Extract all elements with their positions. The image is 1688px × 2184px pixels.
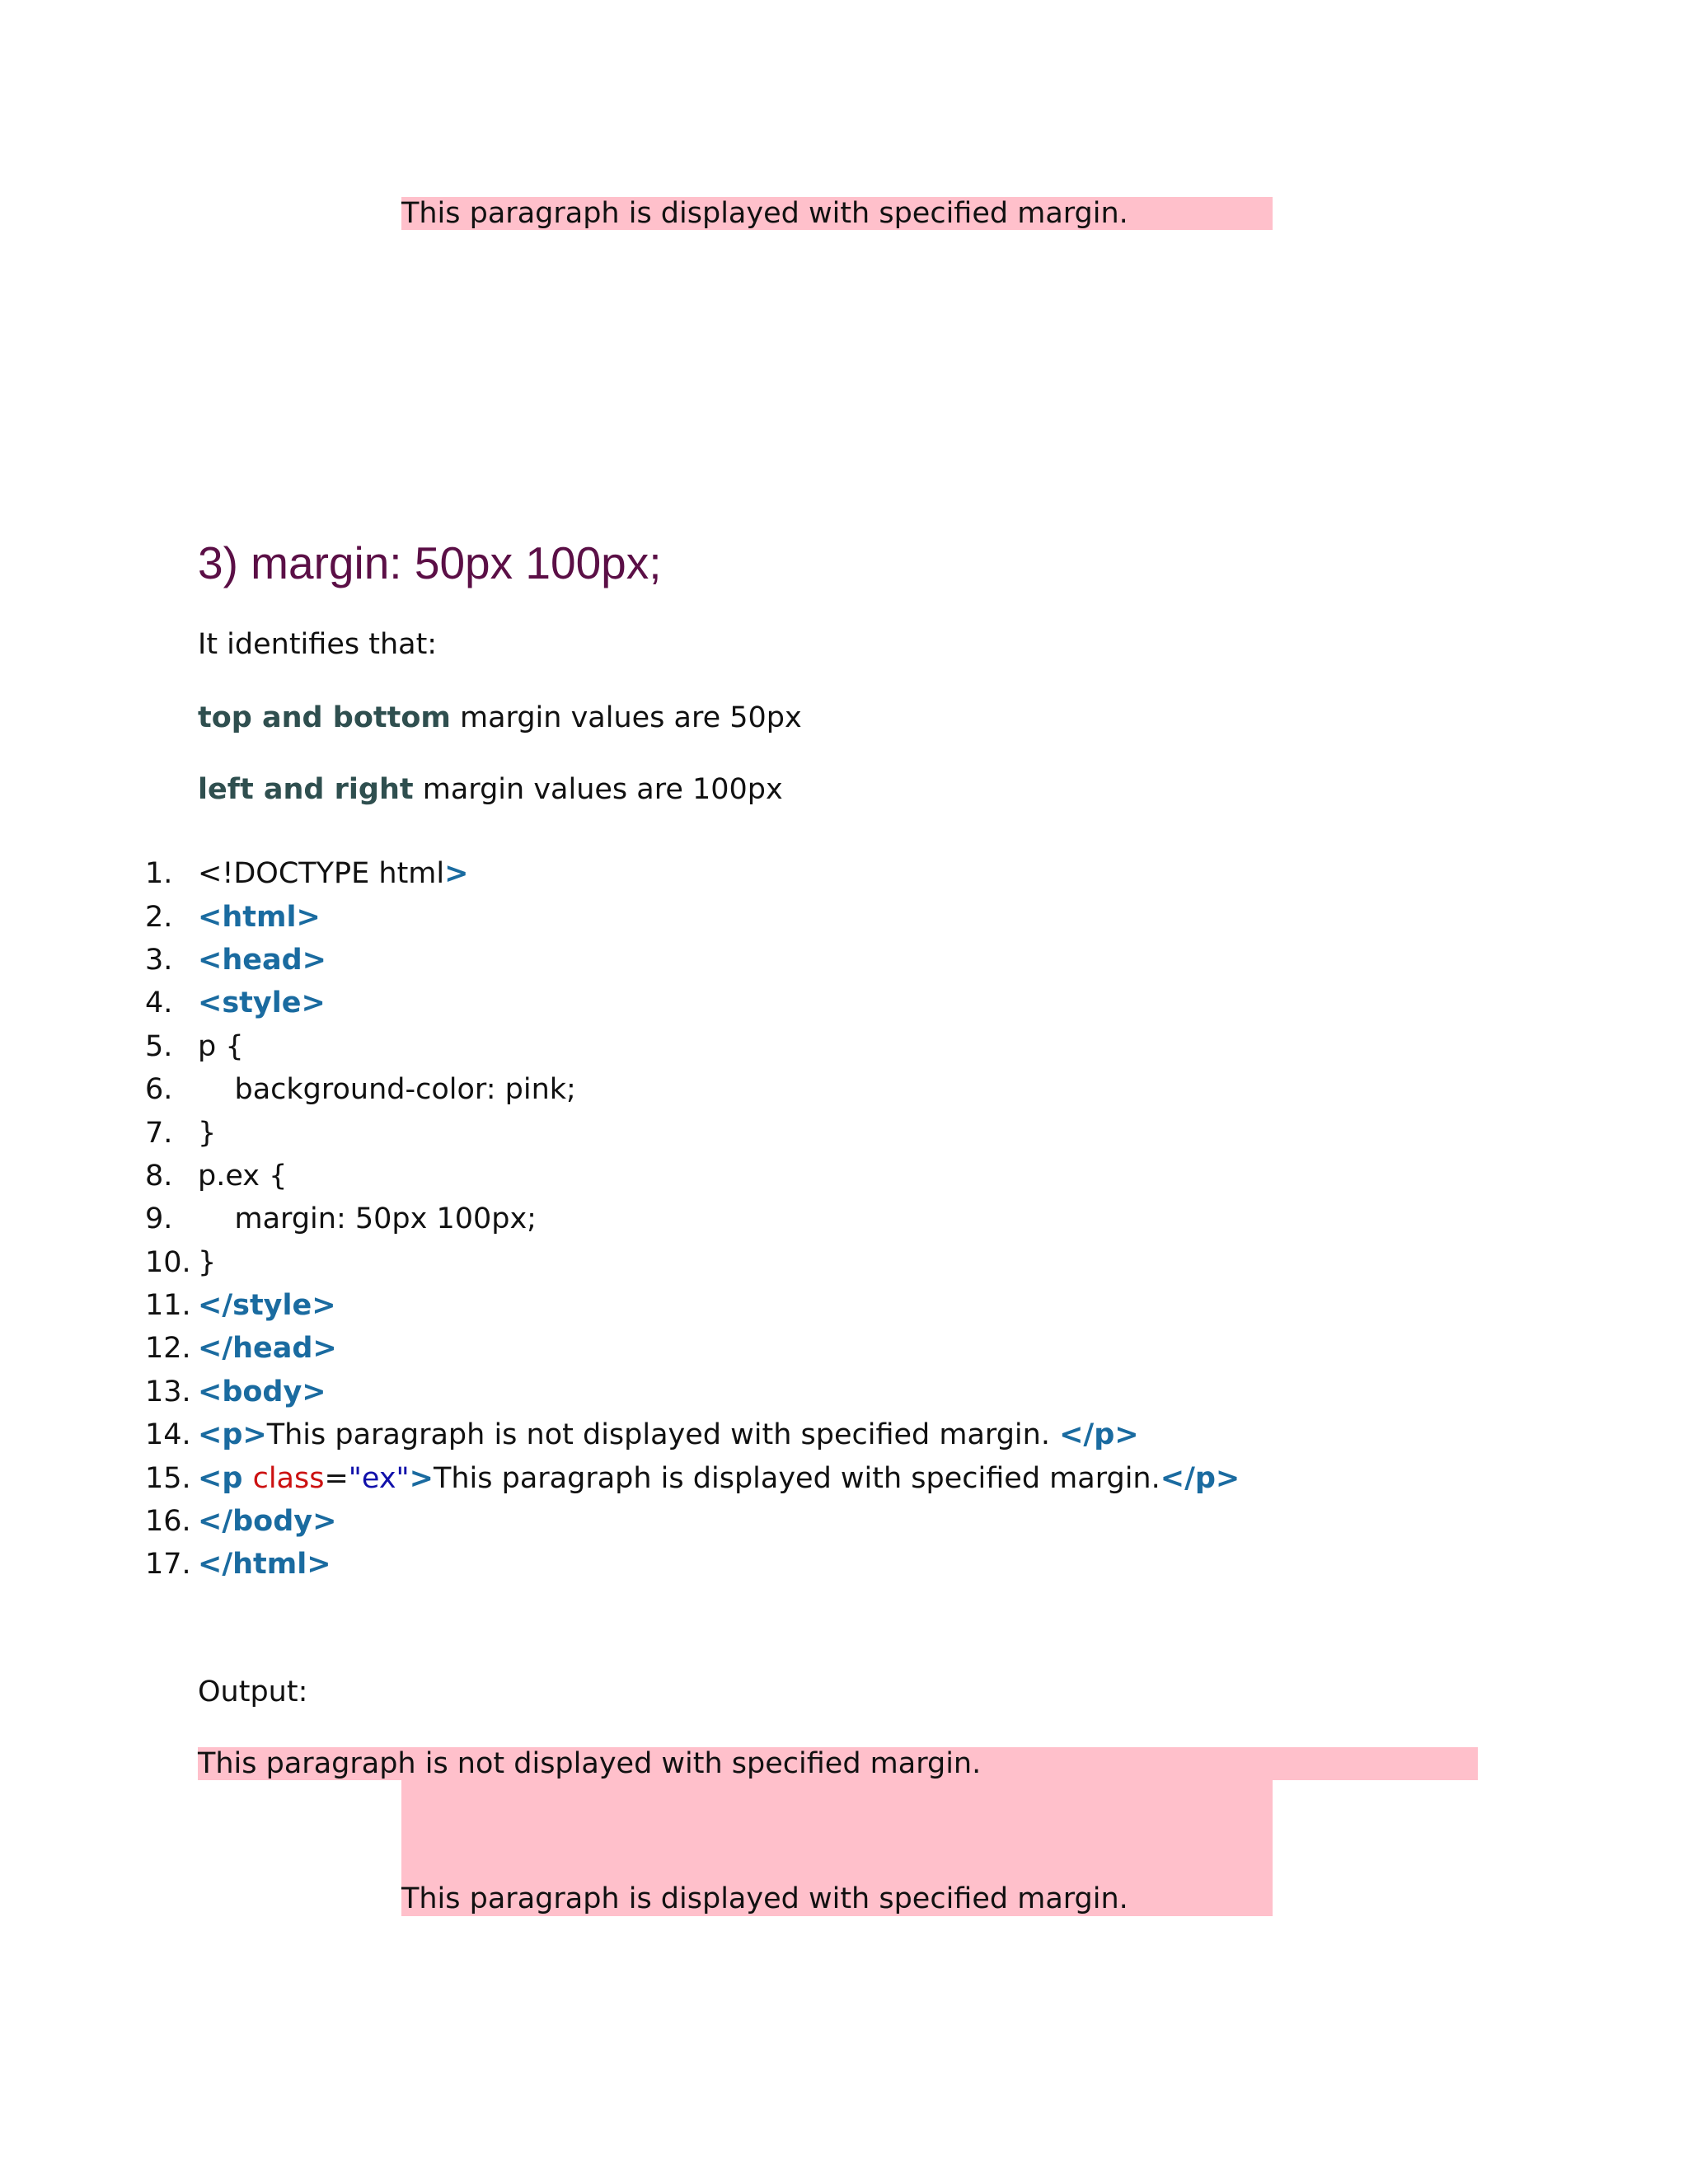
code-token-plain: } [198,1116,217,1150]
code-line [145,1371,1240,1413]
code-token-tag: <style> [198,987,326,1020]
output-preview-text-top: This paragraph is displayed with specified margin. [401,197,1128,230]
code-line [145,1456,1240,1499]
code-line [145,1327,1240,1370]
top-bottom-description [198,701,802,734]
line-number: 11. [145,1289,191,1323]
code-token-tag: </body> [198,1505,337,1539]
code-text [198,857,468,890]
code-line [145,1068,1240,1111]
code-token-plain: p { [198,1029,244,1063]
line-number: 5. [145,1029,173,1063]
top-bottom-rest: margin values are 50px [450,701,802,734]
line-number: 10. [145,1245,191,1279]
code-token-tag: <p [198,1461,253,1495]
code-token-tag: > [444,857,469,891]
code-line [145,1500,1240,1543]
line-number: 9. [145,1202,173,1236]
code-line [145,1543,1240,1586]
code-line [145,895,1240,938]
code-line [145,1155,1240,1197]
line-number: 16. [145,1505,191,1539]
line-number: 13. [145,1375,191,1408]
line-number: 15. [145,1461,191,1495]
top-bottom-bold: top and bottom [198,701,451,734]
code-text [198,1073,576,1106]
code-token-plain: background-color: pink; [198,1073,576,1107]
code-text [198,1117,216,1150]
code-text [198,1030,244,1063]
line-number: 17. [145,1548,191,1582]
code-token-plain: This paragraph is not displayed with specified margin. [266,1418,1060,1452]
code-token-tag: <p> [198,1418,267,1452]
code-text [198,1505,336,1538]
code-line [145,982,1240,1024]
code-line [145,939,1240,982]
code-text [198,1548,331,1581]
code-line [145,1111,1240,1154]
code-token-tag: </html> [198,1548,331,1582]
section-heading: 3) margin: 50px 100px; [198,537,662,588]
code-text [198,1462,1240,1495]
code-token-tag: <html> [198,900,321,934]
code-token-tag: </head> [198,1332,337,1366]
code-line [145,852,1240,895]
left-right-rest: margin values are 100px [413,773,783,806]
code-line [145,1025,1240,1068]
left-right-description [198,773,783,806]
code-text [198,1332,337,1365]
code-token-plain: = [324,1461,349,1495]
code-token-val: "ex" [348,1461,410,1495]
code-text [198,944,326,977]
code-line [145,1284,1240,1327]
code-token-attr: class [252,1461,325,1495]
output-label: Output: [198,1675,308,1708]
code-text [198,901,321,934]
code-token-tag: <head> [198,943,326,977]
code-text [198,1418,1139,1451]
line-number: 4. [145,987,173,1020]
code-line [145,1197,1240,1240]
code-token-tag: </p> [1059,1418,1139,1452]
code-text [198,1376,326,1408]
line-number: 1. [145,857,173,891]
line-number: 3. [145,943,173,977]
line-number: 14. [145,1418,191,1452]
line-number: 8. [145,1159,173,1193]
code-token-plain: margin: 50px 100px; [198,1202,537,1236]
code-token-plain: } [198,1245,217,1279]
output-text-with-margin: This paragraph is displayed with specified margin. [401,1882,1128,1915]
code-text [198,1160,287,1193]
code-token-tag: <body> [198,1375,326,1408]
left-right-bold: left and right [198,773,414,806]
code-text [198,1246,216,1279]
code-token-tag: </p> [1160,1461,1240,1495]
code-token-plain: p.ex { [198,1159,288,1193]
code-token-plain: <!DOCTYPE html [198,857,445,891]
line-number: 12. [145,1332,191,1366]
line-number: 6. [145,1073,173,1107]
code-token-plain: This paragraph is displayed with specified margin. [433,1461,1160,1495]
code-token-tag: > [409,1461,434,1495]
code-listing [145,852,1240,1586]
code-text [198,1289,336,1322]
code-text [198,1202,537,1235]
code-token-tag: </style> [198,1289,336,1323]
code-line [145,1241,1240,1284]
line-number: 7. [145,1116,173,1150]
output-text-no-margin: This paragraph is not displayed with specified margin. [198,1747,982,1780]
intro-text: It identifies that: [198,628,438,661]
code-text [198,987,326,1019]
code-line [145,1413,1240,1456]
line-number: 2. [145,900,173,934]
